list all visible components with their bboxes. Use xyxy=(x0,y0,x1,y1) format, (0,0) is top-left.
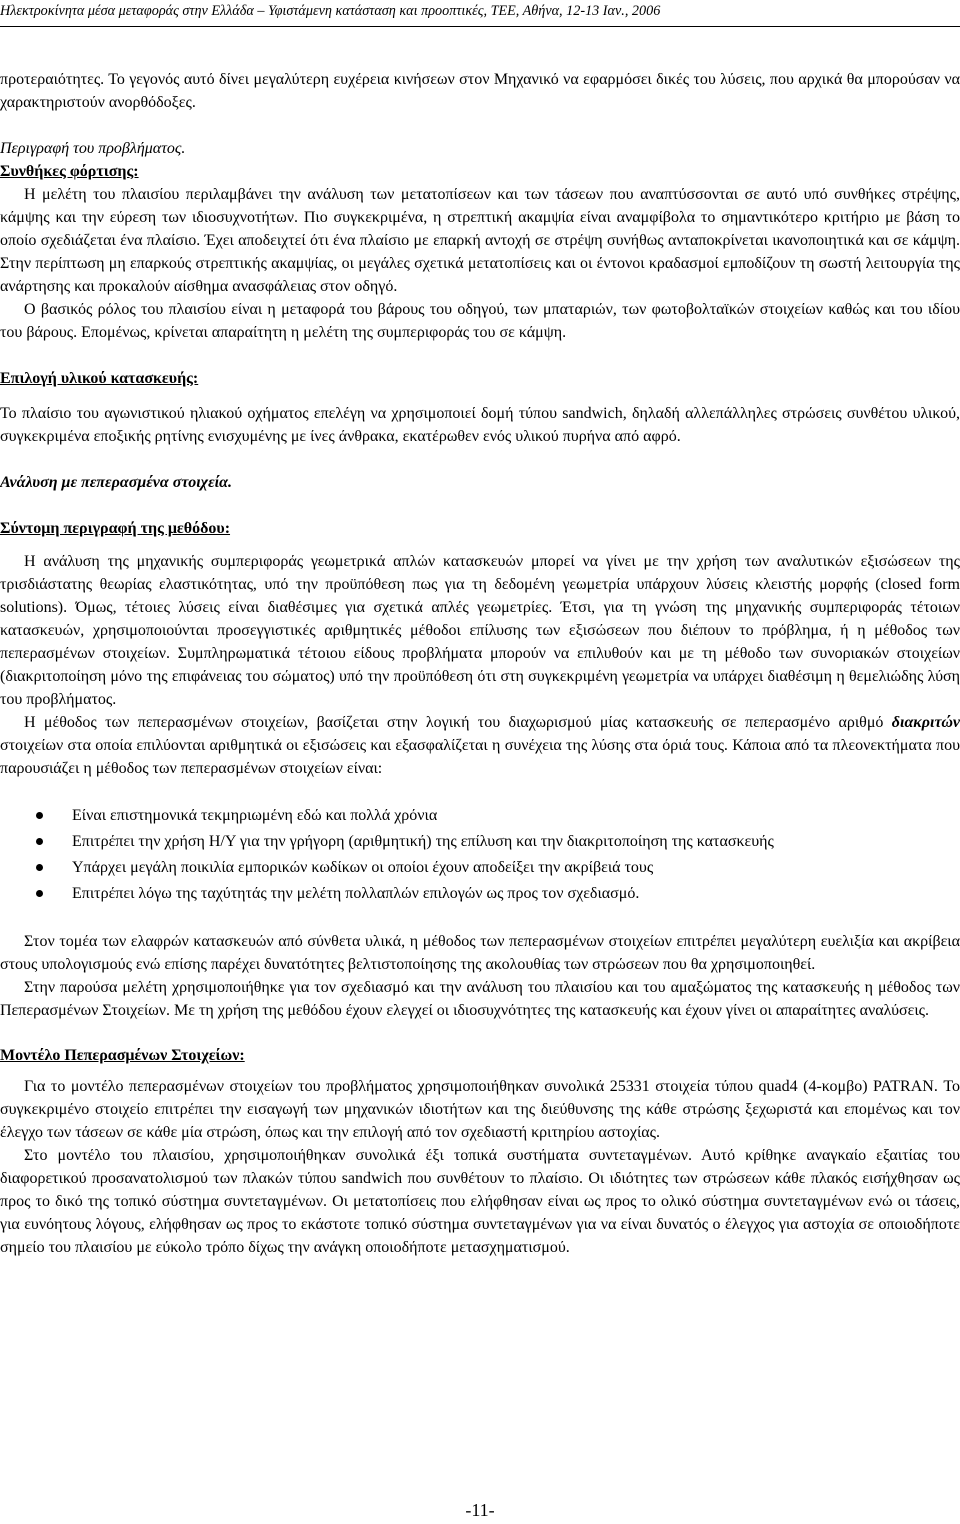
list-item xyxy=(0,803,960,829)
page-number: -11- xyxy=(465,1500,495,1520)
list-item-text: Επιτρέπει την χρήση Η/Υ για την γρήγορη (αριθμητική) της επίλυση και την διακριτοποίηση της κατασκευής xyxy=(72,833,774,850)
bullet-icon xyxy=(36,890,43,897)
method-paragraph-4: Στην παρούσα μελέτη χρησιμοποιήθηκε για τον σχεδιασμό και την ανάλυση του πλαισίου και του αμαξώματος της κατασκευής η μέθοδος των Πεπερασμένων Στοιχείων. Με τη χρήση της μεθόδου έχουν ελεγχεί οι ιδιοσυχνότητες της κατασκευής και έχουν γίνει οι απαραίτητες αναλύσεις. xyxy=(0,979,960,1019)
list-item-text: Επιτρέπει λόγω της ταχύτητάς την μελέτη πολλαπλών επιλογών ως προς τον σχεδιασμό. xyxy=(72,885,640,902)
model-paragraph-2: Στο μοντέλο του πλαισίου, χρησιμοποιήθηκαν συνολικά έξι τοπικά συστήματα συντεταγμένων. Αυτό κρίθηκε αναγκαίο εξαιτίας του διαφορετικού προσανατολισμού των πλακών τύπου sandwich που συνθέτουν το πλαίσιο. Οι ιδιότητες των στρώσεων κάθε πλακός εισήχθησαν ως προς το δικό της τοπικό σύστημα συντεταγμένων. Οι μετατοπίσεις που ελήφθησαν είναι ως προς το ολικό σύστημα συντεταγμένων ενώ οι τάσεις, για ευνόητους λόγους, ελήφθησαν ως προς το εκάστοτε τοπικό σύστημα συντεταγμένων για να είναι δυνατός ο έλεγχος για αστοχία σε οποιοδήποτε σημείο του πλαισίου με εύκολο τρόπο δίχως την ανάγκη οποιοδήποτε μετασχηματισμού. xyxy=(0,1147,960,1256)
page-content xyxy=(0,68,960,1259)
loading-paragraph-2: Ο βασικός ρόλος του πλαισίου είναι η μεταφορά του βάρους του οδηγού, των μπαταριών, των φωτοβολταϊκών στοιχείων καθώς και του ιδίου του βάρους. Επομένως, κρίνεται απαραίτητη η μελέτη της συμπεριφοράς του σε κάμψη. xyxy=(0,301,960,341)
model-heading-text: Μοντέλο Πεπερασμένων Στοιχείων: xyxy=(0,1047,245,1064)
model-heading xyxy=(0,1044,960,1067)
loading-heading-text: Συνθήκες φόρτισης: xyxy=(0,163,139,180)
problem-heading: Περιγραφή του προβλήματος. xyxy=(0,140,186,157)
method-p2-before: Η μέθοδος των πεπερασμένων στοιχείων, βασίζεται στην λογική του διαχωρισμού μίας κατασκευής σε πεπερασμένο αριθμό xyxy=(24,714,892,731)
bullet-icon xyxy=(36,812,43,819)
list-item xyxy=(0,881,960,907)
list-item xyxy=(0,829,960,855)
loading-paragraph-1: Η μελέτη του πλαισίου περιλαμβάνει την ανάλυση των μετατοπίσεων και των τάσεων που αναπτύσσονται σε αυτό υπό συνθήκες στρέψης, κάμψης και την εύρεση των ιδιοσυχνοτήτων. Πιο συγκεκριμένα, η στρεπτική ακαμψία είναι αναμφίβολα το σημαντικότερο κριτήριο με βάση το οποίο σχεδιάζεται ένα πλαίσιο. Έχει αποδειχτεί ότι ένα πλαίσιο με επαρκή αντοχή σε στρέψη συνήθως ανταποκρίνεται ικανοποιητικά και σε κάμψη. Στην περίπτωση μη επαρκούς στρεπτικής ακαμψίας, οι μεγάλες σχετικά μετατοπίσεις και οι έντονοι κραδασμοί εμποδίζουν τη σωστή λειτουργία της ανάρτησης και προκαλούν αίσθημα ανασφάλειας στον οδηγό. xyxy=(0,186,960,295)
running-header: Ηλεκτροκίνητα μέσα μεταφοράς στην Ελλάδα – Υφιστάμενη κατάσταση και προοπτικές, ΤΕΕ, Αθήνα, 12-13 Ιαν., 2006 xyxy=(0,3,661,19)
method-p2-after: στοιχείων στα οποία επιλύονται αριθμητικά οι εξισώσεις και εξασφαλίζεται η συνέχεια της λύσης στα όριά τους. Κάποια από τα πλεονεκτήματα που παρουσιάζει η μέθοδος των πεπερασμένων στοιχείων είναι: xyxy=(0,737,960,777)
bullet-icon xyxy=(36,864,43,871)
list-item-text: Είναι επιστημονικά τεκμηριωμένη εδώ και πολλά χρόνια xyxy=(72,807,438,824)
method-heading-text: Σύντομη περιγραφή της μεθόδου: xyxy=(0,520,231,537)
model-paragraph-1: Για το μοντέλο πεπερασμένων στοιχείων του προβλήματος χρησιμοποιήθηκαν συνολικά 25331 στοιχεία τύπου quad4 (4-κομβο) PATRAN. Το συγκεκριμένο στοιχείο επιτρέπει την εισαγωγή των μηχανικών ιδιοτήτων και της διεύθυνσης της κάθε στρώσης ξεχωριστά και επομένως και τον έλεγχο των τάσεων σε κάθε μία στρώση, όπως και την επιλογή από τον σχεδιαστή κριτηρίου αστοχίας. xyxy=(0,1078,960,1141)
material-paragraph: Το πλαίσιο του αγωνιστικού ηλιακού οχήματος επελέγη να χρησιμοποιεί δομή τύπου sandwich, δηλαδή αλλεπάλληλες στρώσεις συνθέτου υλικού, συγκεκριμένα εποξικής ρητίνης ενισχυμένης με ίνες άνθρακα, εκατέρωθεν ενός υλικού πυρήνα από αφρό. xyxy=(0,405,960,445)
advantages-list xyxy=(0,803,960,907)
material-heading-text: Επιλογή υλικού κατασκευής: xyxy=(0,370,199,387)
method-p2-emphasis: διακριτών xyxy=(891,714,960,731)
material-heading xyxy=(0,367,960,390)
method-paragraph-2 xyxy=(0,711,960,780)
list-item-text: Υπάρχει μεγάλη ποικιλία εμπορικών κωδίκων οι οποίοι έχουν αποδείξει την ακρίβειά τους xyxy=(72,859,654,876)
header-rule xyxy=(0,26,960,27)
intro-paragraph: προτεραιότητες. Το γεγονός αυτό δίνει μεγαλύτερη ευχέρεια κινήσεων στον Μηχανικό να εφαρμόσει δικές του λύσεις, που αρχικά θα μπορούσαν να χαρακτηριστούν ανορθόδοξες. xyxy=(0,71,960,111)
method-heading xyxy=(0,517,960,540)
method-paragraph-3: Στον τομέα των ελαφρών κατασκευών από σύνθετα υλικά, η μέθοδος των πεπερασμένων στοιχείων επιτρέπει μεγαλύτερη ευελιξία και ακρίβεια στους υπολογισμούς ενώ επίσης παρέχει δυνατότητες βελτιστοποίησης της ακολουθίας των στρώσεων που θα χρησιμοποιηθεί. xyxy=(0,933,960,973)
method-paragraph-1: Η ανάλυση της μηχανικής συμπεριφοράς γεωμετρικά απλών κατασκευών μπορεί να γίνει με την χρήση των αναλυτικών εξισώσεων της τρισδιάστατης θεωρίας ελαστικότητας, υπό την προϋπόθεση πως για τη δεδομένη γεωμετρία υπάρχουν λύσεις κλειστής μορφής (closed form solutions). Όμως, τέτοιες λύσεις είναι διαθέσιμες για σχετικά απλές γεωμετρίες. Έτσι, για τη γνώση της μηχανικής συμπεριφοράς τέτοιων κατασκευών, χρησιμοποιούνται προσεγγιστικές αριθμητικές μέθοδοι επίλυσης των εξισώσεων που διέπουν το πρόβλημα, ή η μέθοδος των πεπερασμένων στοιχείων. Συμπληρωματικά τέτοιου είδους προβλήματα μπορούν να επιλυθούν και με τη μέθοδο των συνοριακών στοιχείων (διακριτοποίηση μόνο της επιφάνειας του σώματος) υπό την προϋπόθεση ότι στη συγκεκριμένη γεωμετρία να υπάρχει διαθέσιμη η θεμελιώδης λύση του προβλήματος. xyxy=(0,553,960,708)
loading-heading xyxy=(0,160,960,183)
fea-heading: Ανάλυση με πεπερασμένα στοιχεία. xyxy=(0,474,232,491)
list-item xyxy=(0,855,960,881)
bullet-icon xyxy=(36,838,43,845)
